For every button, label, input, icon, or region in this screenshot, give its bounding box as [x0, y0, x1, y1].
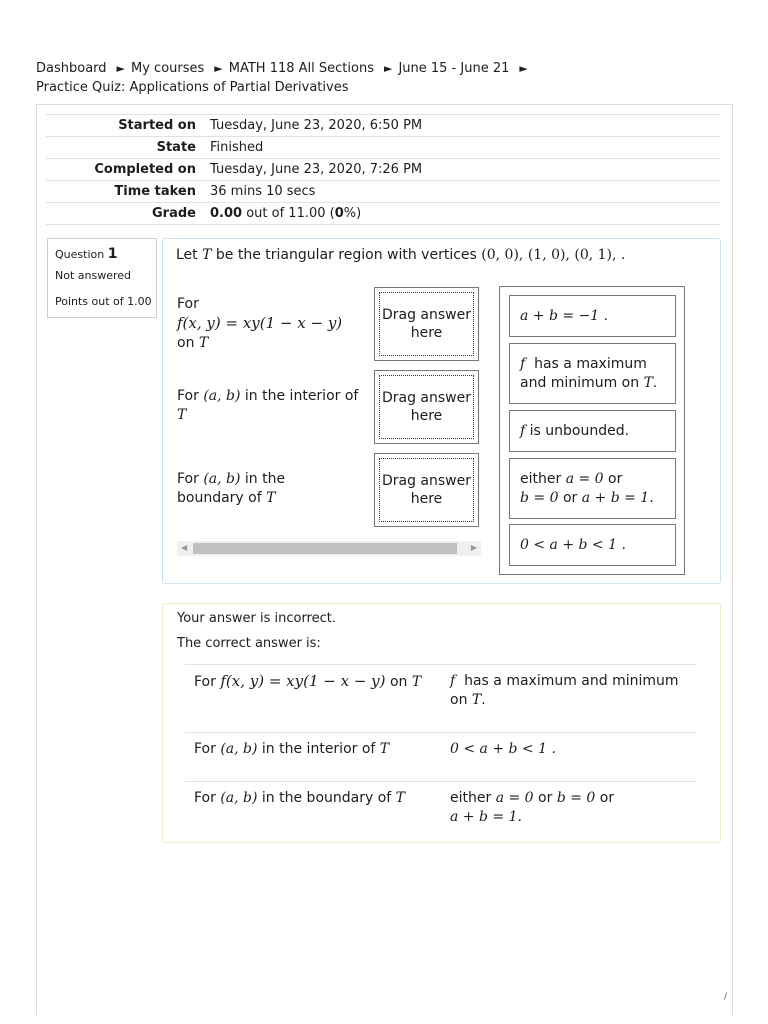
summary-row — [46, 159, 721, 181]
correct-answer-table — [185, 664, 696, 849]
choice-t1: either — [520, 470, 562, 487]
grade-outof: out of 11.00 ( — [242, 206, 335, 221]
row-pre: For — [177, 471, 199, 487]
summary-label: Time taken — [114, 184, 196, 199]
answer-right-t2: or — [538, 790, 553, 806]
feedback-correct-intro: The correct answer is: — [177, 636, 321, 651]
attempt-summary-table — [46, 114, 721, 225]
choice-text — [520, 355, 665, 393]
question-prefix: Question — [55, 248, 105, 261]
breadcrumb-dashboard[interactable]: Dashboard — [36, 61, 107, 76]
breadcrumb-separator-icon: ► — [519, 62, 528, 75]
choice-pre: f — [520, 355, 526, 372]
choice-item-2[interactable] — [509, 343, 676, 404]
breadcrumb-separator-icon: ► — [214, 62, 223, 75]
summary-row — [46, 115, 721, 137]
qtext-let: Let — [176, 247, 198, 263]
row-math: (a, b) — [203, 471, 241, 487]
qtext-mid: be the triangular region with vertices — [215, 247, 477, 263]
answer-left-var: T — [411, 674, 422, 690]
choice-item-3[interactable] — [509, 410, 676, 452]
correct-answer-row — [185, 733, 696, 782]
grade-label: Grade — [152, 206, 196, 221]
choice-item-1[interactable] — [509, 295, 676, 337]
breadcrumb-separator-icon: ► — [116, 62, 125, 75]
summary-label: State — [156, 140, 196, 155]
drop-zone-placeholder: Drag answer here — [379, 375, 474, 439]
qtext-var: T — [202, 247, 212, 263]
choice-m2: b = 0 — [520, 489, 559, 506]
grade-percent: 0 — [334, 206, 344, 221]
answer-left-var: T — [379, 741, 390, 757]
question-info-panel — [47, 238, 157, 318]
choice-m1: a = 0 — [565, 470, 604, 487]
scrollbar-thumb[interactable] — [193, 543, 457, 554]
answer-right-t1: either — [450, 790, 492, 806]
question-state: Not answered — [55, 269, 132, 282]
scroll-left-arrow-icon[interactable]: ◀ — [181, 543, 188, 552]
row-math: f(x, y) = xy(1 − x − y) — [177, 314, 343, 332]
choice-var: T — [643, 374, 653, 391]
breadcrumb-week[interactable]: June 15 - June 21 — [398, 61, 510, 76]
match-row-label-3 — [177, 470, 327, 508]
grade-value — [210, 203, 721, 225]
summary-value: 36 mins 10 secs — [210, 184, 316, 199]
breadcrumb-separator-icon: ► — [383, 62, 393, 75]
row-post: on — [177, 335, 195, 351]
correct-answer-row — [185, 782, 696, 850]
answer-right — [448, 733, 696, 782]
summary-value: Tuesday, June 23, 2020, 7:26 PM — [210, 162, 423, 177]
drop-zone-1[interactable] — [374, 287, 479, 361]
answer-right-end: . — [481, 692, 486, 708]
answer-right-m3: a + b = 1. — [450, 809, 522, 825]
match-row-label-1 — [177, 295, 367, 353]
row-var: T — [177, 407, 187, 423]
question-text — [176, 244, 625, 266]
answer-right — [448, 665, 696, 733]
answer-right-t3: or — [599, 790, 615, 806]
row-var: T — [266, 490, 276, 506]
answer-left — [185, 782, 448, 850]
answer-left-post: in the interior of — [261, 741, 376, 757]
answer-left — [185, 665, 448, 733]
answer-left-math: f(x, y) = xy(1 − x − y) — [220, 672, 386, 690]
breadcrumb — [36, 59, 736, 97]
answer-left-pre: For — [194, 741, 216, 757]
choice-math: a + b = −1 . — [520, 307, 609, 324]
choice-text — [520, 422, 629, 441]
answer-left-pre: For — [194, 790, 216, 806]
question-points: Points out of 1.00 — [55, 295, 152, 308]
choice-t3: or — [562, 489, 578, 506]
row-post: in the interior of — [244, 388, 359, 404]
answer-left-math: (a, b) — [220, 741, 258, 757]
summary-row — [46, 181, 721, 203]
choice-math: 0 < a + b < 1 . — [520, 536, 626, 553]
row-pre: For — [177, 296, 199, 312]
answer-left-pre: For — [194, 674, 216, 690]
summary-label: Started on — [118, 118, 196, 133]
match-row-label-2 — [177, 387, 367, 425]
horizontal-scrollbar[interactable] — [177, 541, 481, 556]
grade-score: 0.00 — [210, 206, 243, 221]
grade-tail: %) — [343, 206, 362, 221]
drop-zone-placeholder: Drag answer here — [379, 292, 474, 356]
breadcrumb-my-courses[interactable]: My courses — [131, 61, 205, 76]
scroll-right-arrow-icon[interactable]: ▶ — [470, 543, 477, 552]
page-mark: / — [724, 992, 728, 1002]
correct-answer-row — [185, 665, 696, 733]
answer-left — [185, 733, 448, 782]
answer-right-pre: f — [450, 673, 456, 689]
question-number — [55, 246, 117, 262]
answer-right-m2: b = 0 — [556, 790, 596, 806]
answer-right-text: has a maximum and minimum on — [450, 673, 679, 708]
drop-zone-3[interactable] — [374, 453, 479, 527]
choice-body: is unbounded. — [529, 422, 630, 439]
choice-m3: a + b = 1. — [581, 489, 654, 506]
breadcrumb-current-quiz[interactable]: Practice Quiz: Applications of Partial Derivatives — [36, 80, 349, 95]
feedback-incorrect-text: Your answer is incorrect. — [177, 611, 336, 626]
choice-pre: f — [520, 422, 526, 439]
drop-zone-placeholder: Drag answer here — [379, 458, 474, 522]
row-pre: For — [177, 388, 199, 404]
summary-row — [46, 137, 721, 159]
summary-row-grade — [46, 203, 721, 225]
row-post: in the boundary of — [177, 471, 286, 506]
summary-value: Finished — [210, 140, 264, 155]
answer-right — [448, 782, 696, 850]
choice-text — [520, 470, 654, 508]
summary-label: Completed on — [94, 162, 196, 177]
answer-right-m1: a = 0 — [495, 790, 534, 806]
answer-left-post: on — [389, 674, 408, 690]
row-var: T — [198, 335, 209, 351]
qtext-end: . — [620, 247, 626, 263]
breadcrumb-course[interactable]: MATH 118 All Sections — [228, 61, 374, 76]
answer-left-var: T — [395, 790, 406, 806]
answer-right-var: T — [471, 692, 482, 708]
answer-left-post: in the boundary of — [261, 790, 392, 806]
row-math: (a, b) — [203, 388, 241, 404]
choice-item-4[interactable] — [509, 458, 676, 519]
question-number-value: 1 — [107, 246, 118, 262]
choice-item-5[interactable] — [509, 524, 676, 566]
summary-value: Tuesday, June 23, 2020, 6:50 PM — [210, 118, 423, 133]
answer-right-math: 0 < a + b < 1 . — [450, 741, 556, 757]
drop-zone-2[interactable] — [374, 370, 479, 444]
choice-end: . — [652, 374, 658, 391]
choice-t2: or — [608, 470, 623, 487]
answer-left-math: (a, b) — [220, 790, 258, 806]
choice-body: has a maximum and minimum on — [520, 355, 647, 391]
qtext-vertices: (0, 0), (1, 0), (0, 1), — [481, 247, 617, 263]
